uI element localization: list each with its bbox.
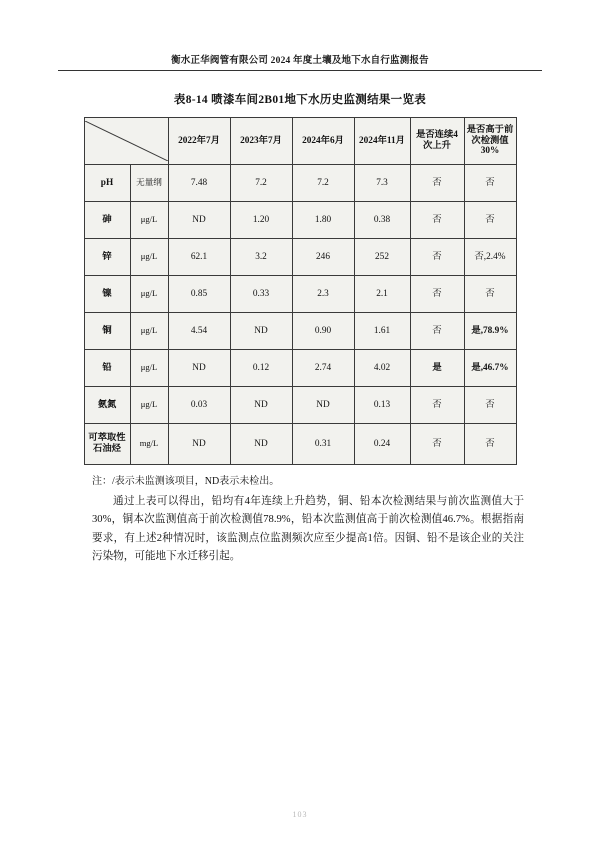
cell-nickel-2024-11: 2.1 [354,276,410,313]
cell-nickel-four-rises: 否 [410,276,464,313]
table-corner-cell [84,118,168,165]
cell-lead-four-rises: 是 [410,350,464,387]
column-header-2024-06: 2024年6月 [292,118,354,165]
body-paragraph: 通过上表可以得出，铅均有4年连续上升趋势，铜、铅本次检测结果与前次监测值大于30%，铜本次监测值高于前次检测值78.9%，铅本次监测值高于前次检测值46.7%。根据指南要求，有上述2种情况时，该监测点位监测频次应至少提高1倍。因铜、铅不是该企业的关注污染物，可能地下水迁移引起。 [92,495,524,563]
cell-ph-over-30pct: 否 [464,165,516,202]
cell-lead-2024-06: 2.74 [292,350,354,387]
row-label-ph: pH [84,165,130,202]
cell-eph-2024-11: 0.24 [354,424,410,465]
cell-copper-four-rises: 否 [410,313,464,350]
cell-eph-four-rises: 否 [410,424,464,465]
cell-lead-over-30pct: 是,46.7% [464,350,516,387]
cell-lead-2023: 0.12 [230,350,292,387]
cell-zinc-2022: 62.1 [168,239,230,276]
row-unit-extractable-petroleum-hydrocarbons: mg/L [130,424,168,465]
row-unit-ammonia-nitrogen: μg/L [130,387,168,424]
cell-nickel-over-30pct: 否 [464,276,516,313]
cell-nickel-2022: 0.85 [168,276,230,313]
row-unit-lead: μg/L [130,350,168,387]
table-row [84,202,516,239]
table-header-row [84,118,516,165]
diagonal-line-icon [85,121,168,161]
cell-arsenic-2023: 1.20 [230,202,292,239]
column-header-four-rises: 是否连续4次上升 [410,118,464,165]
table-caption: 表8-14 喷漆车间2B01地下水历史监测结果一览表 [173,94,427,106]
table-row [84,239,516,276]
cell-lead-2022: ND [168,350,230,387]
row-unit-zinc: μg/L [130,239,168,276]
table-row [84,350,516,387]
cell-zinc-four-rises: 否 [410,239,464,276]
cell-eph-2023: ND [230,424,292,465]
cell-nickel-2024-06: 2.3 [292,276,354,313]
table-row [84,276,516,313]
cell-copper-2023: ND [230,313,292,350]
table-row [84,387,516,424]
row-label-arsenic: 砷 [84,202,130,239]
cell-ammonia-2023: ND [230,387,292,424]
running-header: 衡水正华阀管有限公司 2024 年度土壤及地下水自行监测报告 [171,56,429,66]
cell-zinc-2024-06: 246 [292,239,354,276]
cell-copper-2024-11: 1.61 [354,313,410,350]
cell-ph-2024-06: 7.2 [292,165,354,202]
page-content [58,52,542,567]
cell-ammonia-2024-11: 0.13 [354,387,410,424]
row-unit-copper: μg/L [130,313,168,350]
page-number: 103 [292,810,308,819]
cell-eph-2022: ND [168,424,230,465]
row-label-copper: 铜 [84,313,130,350]
row-label-ammonia-nitrogen: 氨氮 [84,387,130,424]
cell-copper-over-30pct: 是,78.9% [464,313,516,350]
row-unit-ph: 无量纲 [130,165,168,202]
table-row [84,313,516,350]
cell-copper-2022: 4.54 [168,313,230,350]
cell-arsenic-over-30pct: 否 [464,202,516,239]
cell-arsenic-2022: ND [168,202,230,239]
row-label-lead: 铅 [84,350,130,387]
header-divider [58,70,542,71]
column-header-over-30pct: 是否高于前次检测值30% [464,118,516,165]
row-unit-nickel: μg/L [130,276,168,313]
monitoring-results-table [84,117,517,465]
cell-ammonia-over-30pct: 否 [464,387,516,424]
row-unit-arsenic: μg/L [130,202,168,239]
row-label-zinc: 锌 [84,239,130,276]
cell-ph-four-rises: 否 [410,165,464,202]
table-row [84,165,516,202]
cell-nickel-2023: 0.33 [230,276,292,313]
cell-zinc-2023: 3.2 [230,239,292,276]
cell-zinc-over-30pct: 否,2.4% [464,239,516,276]
cell-ph-2023: 7.2 [230,165,292,202]
cell-copper-2024-06: 0.90 [292,313,354,350]
column-header-2022-07: 2022年7月 [168,118,230,165]
cell-arsenic-2024-11: 0.38 [354,202,410,239]
cell-ammonia-four-rises: 否 [410,387,464,424]
row-label-nickel: 镍 [84,276,130,313]
cell-ph-2022: 7.48 [168,165,230,202]
cell-arsenic-2024-06: 1.80 [292,202,354,239]
column-header-2024-11: 2024年11月 [354,118,410,165]
column-header-2023-07: 2023年7月 [230,118,292,165]
row-label-extractable-petroleum-hydrocarbons: 可萃取性石油烃 [84,424,130,465]
table-row [84,424,516,465]
cell-ammonia-2022: 0.03 [168,387,230,424]
cell-arsenic-four-rises: 否 [410,202,464,239]
cell-eph-2024-06: 0.31 [292,424,354,465]
cell-ammonia-2024-06: ND [292,387,354,424]
cell-lead-2024-11: 4.02 [354,350,410,387]
cell-eph-over-30pct: 否 [464,424,516,465]
cell-ph-2024-11: 7.3 [354,165,410,202]
cell-zinc-2024-11: 252 [354,239,410,276]
table-note: 注：/表示未监测该项目，ND表示未检出。 [92,476,280,487]
